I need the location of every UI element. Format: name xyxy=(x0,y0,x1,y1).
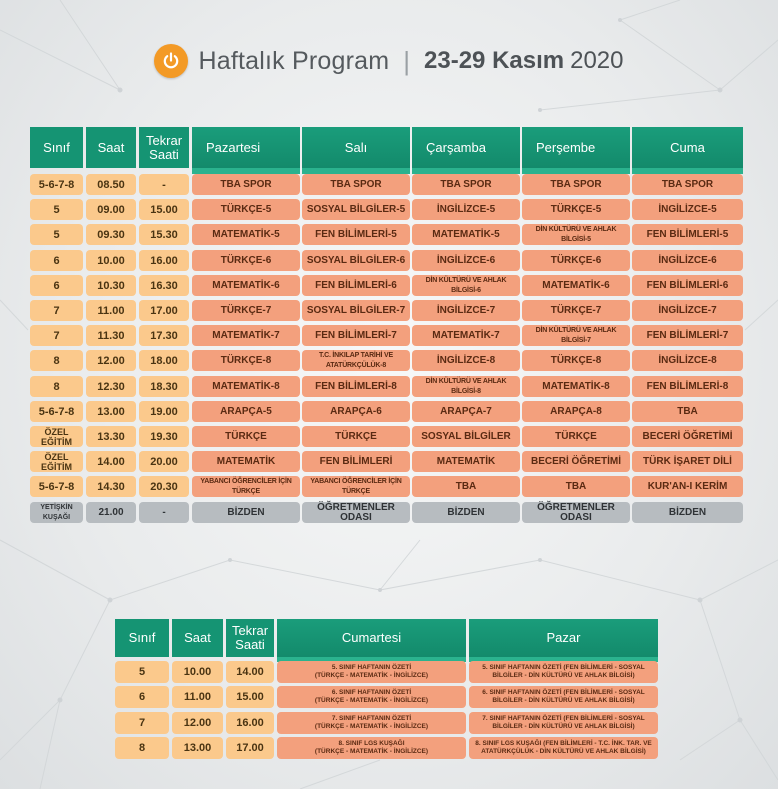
weekend-lesson-cell xyxy=(277,686,466,708)
lesson-line: 8. SINIF LGS KUŞAĞI xyxy=(338,740,405,747)
row-saat: 12.30 xyxy=(86,376,136,397)
lesson-cell: MATEMATİK xyxy=(192,451,300,472)
lesson-cell: FEN BİLİMLERİ-8 xyxy=(632,376,743,397)
lesson-cell: TBA SPOR xyxy=(192,174,300,195)
lesson-cell: FEN BİLİMLERİ-6 xyxy=(632,275,743,296)
lesson-cell: FEN BİLİMLERİ-5 xyxy=(632,224,743,245)
row-sinif: 7 xyxy=(30,325,83,346)
row-tekrar: 15.00 xyxy=(139,199,189,220)
row-sinif: 5 xyxy=(30,224,83,245)
row-tekrar: 17.00 xyxy=(139,300,189,321)
lesson-cell: DİN KÜLTÜRÜ VE AHLAK BİLGİSİ-7 xyxy=(522,325,630,346)
row-sinif: 7 xyxy=(30,300,83,321)
page-title: Haftalık Program xyxy=(198,46,390,75)
weekend-row-saat: 11.00 xyxy=(172,686,223,708)
lesson-cell: BİZDEN xyxy=(412,502,520,523)
lesson-cell: TÜRKÇE-7 xyxy=(192,300,300,321)
weekend-row-tekrar: 16.00 xyxy=(226,712,274,734)
row-saat: 21.00 xyxy=(86,502,136,523)
lesson-cell: MATEMATİK-6 xyxy=(192,275,300,296)
lesson-line: (TÜRKÇE - MATEMATİK - İNGİLİZCE) xyxy=(314,672,429,679)
weekend-row-sinif: 8 xyxy=(115,737,169,759)
lesson-cell: TBA SPOR xyxy=(632,174,743,195)
weekend-row-tekrar: 14.00 xyxy=(226,661,274,683)
weekend-row-sinif: 7 xyxy=(115,712,169,734)
lesson-line: 6. SINIF HAFTANIN ÖZETİ xyxy=(331,689,412,696)
lesson-line: (TÜRKÇE - MATEMATİK - İNGİLİZCE) xyxy=(314,697,429,704)
lesson-cell: DİN KÜLTÜRÜ VE AHLAK BİLGİSİ-8 xyxy=(412,376,520,397)
row-tekrar: 18.30 xyxy=(139,376,189,397)
lesson-cell: İNGİLİZCE-6 xyxy=(632,250,743,271)
lesson-cell: İNGİLİZCE-5 xyxy=(632,199,743,220)
row-tekrar: 16.30 xyxy=(139,275,189,296)
lesson-cell: TBA SPOR xyxy=(302,174,410,195)
power-icon xyxy=(154,44,188,78)
lesson-cell: ÖĞRETMENLER ODASI xyxy=(302,502,410,523)
row-saat: 14.00 xyxy=(86,451,136,472)
lesson-cell: ARAPÇA-7 xyxy=(412,401,520,422)
header-saat: Saat xyxy=(86,127,136,168)
year: 2020 xyxy=(570,47,624,74)
lesson-cell: ÖĞRETMENLER ODASI xyxy=(522,502,630,523)
row-saat: 14.30 xyxy=(86,476,136,497)
lesson-cell: TBA SPOR xyxy=(412,174,520,195)
lesson-cell: TÜRKÇE-5 xyxy=(522,199,630,220)
weekend-header-sinif: Sınıf xyxy=(115,619,169,657)
row-sinif: 5-6-7-8 xyxy=(30,174,83,195)
lesson-line: 5. SINIF HAFTANIN ÖZETİ (FEN BİLİMLERİ - SOSYAL xyxy=(482,664,645,671)
lesson-cell: FEN BİLİMLERİ-5 xyxy=(302,224,410,245)
header-tekrar-saati: Tekrar Saati xyxy=(139,127,189,168)
row-sinif: ÖZEL EĞİTİM xyxy=(30,451,83,472)
row-saat: 08.50 xyxy=(86,174,136,195)
lesson-cell: TÜRKÇE-5 xyxy=(192,199,300,220)
row-tekrar: 16.00 xyxy=(139,250,189,271)
weekend-row-tekrar: 17.00 xyxy=(226,737,274,759)
row-saat: 13.30 xyxy=(86,426,136,447)
lesson-cell: DİN KÜLTÜRÜ VE AHLAK BİLGİSİ-6 xyxy=(412,275,520,296)
header-sinif: Sınıf xyxy=(30,127,83,168)
lesson-cell: FEN BİLİMLERİ-6 xyxy=(302,275,410,296)
weekend-lesson-cell xyxy=(277,661,466,683)
lesson-cell: BİZDEN xyxy=(632,502,743,523)
lesson-line: 7. SINIF HAFTANIN ÖZETİ (FEN BİLİMLERİ - SOSYAL xyxy=(482,715,645,722)
lesson-cell: SOSYAL BİLGİLER-7 xyxy=(302,300,410,321)
weekend-lesson-cell xyxy=(277,712,466,734)
lesson-cell: SOSYAL BİLGİLER xyxy=(412,426,520,447)
lesson-cell: TÜRKÇE xyxy=(522,426,630,447)
row-tekrar: 19.00 xyxy=(139,401,189,422)
header-day-1: Salı xyxy=(302,127,410,168)
weekend-row-tekrar: 15.00 xyxy=(226,686,274,708)
row-saat: 11.30 xyxy=(86,325,136,346)
page-header xyxy=(0,40,778,82)
lesson-cell: ARAPÇA-8 xyxy=(522,401,630,422)
lesson-line: 8. SINIF LGS KUŞAĞI (FEN BİLİMLERİ - T.C. İNK. TAR. VE xyxy=(475,740,652,747)
lesson-cell: FEN BİLİMLERİ-7 xyxy=(302,325,410,346)
row-sinif: ÖZEL EĞİTİM xyxy=(30,426,83,447)
lesson-cell: ARAPÇA-6 xyxy=(302,401,410,422)
lesson-cell: TBA SPOR xyxy=(522,174,630,195)
lesson-cell: SOSYAL BİLGİLER-6 xyxy=(302,250,410,271)
lesson-cell: TÜRK İŞARET DİLİ xyxy=(632,451,743,472)
weekend-lesson-cell xyxy=(469,737,658,759)
lesson-cell: MATEMATİK xyxy=(412,451,520,472)
row-saat: 09.30 xyxy=(86,224,136,245)
weekend-lesson-cell xyxy=(469,712,658,734)
lesson-cell: İNGİLİZCE-6 xyxy=(412,250,520,271)
lesson-cell: TÜRKÇE-8 xyxy=(522,350,630,371)
weekend-lesson-cell xyxy=(469,686,658,708)
row-sinif: 5-6-7-8 xyxy=(30,401,83,422)
lesson-cell: FEN BİLİMLERİ-8 xyxy=(302,376,410,397)
lesson-line: 7. SINIF HAFTANIN ÖZETİ xyxy=(331,715,412,722)
row-saat: 10.30 xyxy=(86,275,136,296)
row-tekrar: 20.00 xyxy=(139,451,189,472)
lesson-cell: TÜRKÇE xyxy=(302,426,410,447)
lesson-cell: MATEMATİK-8 xyxy=(192,376,300,397)
title-separator: | xyxy=(403,45,411,76)
lesson-line: 5. SINIF HAFTANIN ÖZETİ xyxy=(331,664,412,671)
row-tekrar: 17.30 xyxy=(139,325,189,346)
lesson-cell: T.C. İNKILAP TARİHİ VE ATATÜRKÇÜLÜK-8 xyxy=(302,350,410,371)
lesson-cell: SOSYAL BİLGİLER-5 xyxy=(302,199,410,220)
row-sinif: 6 xyxy=(30,275,83,296)
lesson-cell: BECERİ ÖĞRETİMİ xyxy=(632,426,743,447)
lesson-cell: FEN BİLİMLERİ xyxy=(302,451,410,472)
lesson-cell: İNGİLİZCE-7 xyxy=(412,300,520,321)
lesson-cell: DİN KÜLTÜRÜ VE AHLAK BİLGİSİ-5 xyxy=(522,224,630,245)
lesson-cell: FEN BİLİMLERİ-7 xyxy=(632,325,743,346)
lesson-cell: TBA xyxy=(412,476,520,497)
row-saat: 12.00 xyxy=(86,350,136,371)
row-sinif: 8 xyxy=(30,376,83,397)
lesson-cell: YABANCI ÖĞRENCİLER İÇİN TÜRKÇE xyxy=(192,476,300,497)
lesson-cell: BİZDEN xyxy=(192,502,300,523)
header-day-2: Çarşamba xyxy=(412,127,520,168)
lesson-cell: TÜRKÇE-6 xyxy=(522,250,630,271)
weekend-row-sinif: 5 xyxy=(115,661,169,683)
weekend-header-tekrar-saati: Tekrar Saati xyxy=(226,619,274,657)
row-sinif: YETİŞKİN KUŞAĞI xyxy=(30,502,83,523)
lesson-cell: TÜRKÇE xyxy=(192,426,300,447)
weekend-row-sinif: 6 xyxy=(115,686,169,708)
lesson-line: 6. SINIF HAFTANIN ÖZETİ (FEN BİLİMLERİ - SOSYAL xyxy=(482,689,645,696)
weekend-row-saat: 13.00 xyxy=(172,737,223,759)
lesson-cell: ARAPÇA-5 xyxy=(192,401,300,422)
lesson-cell: İNGİLİZCE-8 xyxy=(412,350,520,371)
row-tekrar: 19.30 xyxy=(139,426,189,447)
lesson-cell: MATEMATİK-5 xyxy=(412,224,520,245)
weekend-header-day-1: Pazar xyxy=(469,619,658,657)
lesson-line: BİLGİLER - DİN KÜLTÜRÜ VE AHLAK BİLGİSİ) xyxy=(492,697,635,704)
lesson-cell: BECERİ ÖĞRETİMİ xyxy=(522,451,630,472)
row-saat: 13.00 xyxy=(86,401,136,422)
header-day-3: Perşembe xyxy=(522,127,630,168)
lesson-cell: TBA xyxy=(632,401,743,422)
header-day-4: Cuma xyxy=(632,127,743,168)
row-saat: 11.00 xyxy=(86,300,136,321)
lesson-cell: YABANCI ÖĞRENCİLER İÇİN TÜRKÇE xyxy=(302,476,410,497)
row-sinif: 5-6-7-8 xyxy=(30,476,83,497)
row-tekrar: - xyxy=(139,502,189,523)
lesson-cell: MATEMATİK-5 xyxy=(192,224,300,245)
lesson-line: ATATÜRKÇÜLÜK - DİN KÜLTÜRÜ VE AHLAK BİLGİSİ) xyxy=(481,748,646,755)
row-tekrar: 18.00 xyxy=(139,350,189,371)
lesson-cell: MATEMATİK-7 xyxy=(412,325,520,346)
row-tekrar: - xyxy=(139,174,189,195)
row-tekrar: 15.30 xyxy=(139,224,189,245)
row-sinif: 6 xyxy=(30,250,83,271)
lesson-line: BİLGİLER - DİN KÜLTÜRÜ VE AHLAK BİLGİSİ) xyxy=(492,723,635,730)
lesson-cell: KUR'AN-I KERİM xyxy=(632,476,743,497)
header-day-0: Pazartesi xyxy=(192,127,300,168)
lesson-cell: İNGİLİZCE-8 xyxy=(632,350,743,371)
weekend-lesson-cell xyxy=(277,737,466,759)
date-range: 23-29 Kasım xyxy=(424,47,565,74)
lesson-cell: MATEMATİK-6 xyxy=(522,275,630,296)
weekend-row-saat: 12.00 xyxy=(172,712,223,734)
lesson-cell: TÜRKÇE-7 xyxy=(522,300,630,321)
row-sinif: 8 xyxy=(30,350,83,371)
lesson-cell: İNGİLİZCE-5 xyxy=(412,199,520,220)
lesson-line: (TÜRKÇE - MATEMATİK - İNGİLİZCE) xyxy=(314,748,429,755)
weekend-header-saat: Saat xyxy=(172,619,223,657)
row-tekrar: 20.30 xyxy=(139,476,189,497)
row-saat: 10.00 xyxy=(86,250,136,271)
lesson-cell: MATEMATİK-8 xyxy=(522,376,630,397)
row-sinif: 5 xyxy=(30,199,83,220)
weekend-header-day-0: Cumartesi xyxy=(277,619,466,657)
lesson-cell: TÜRKÇE-8 xyxy=(192,350,300,371)
lesson-line: BİLGİLER - DİN KÜLTÜRÜ VE AHLAK BİLGİSİ) xyxy=(492,672,635,679)
lesson-cell: İNGİLİZCE-7 xyxy=(632,300,743,321)
lesson-cell: MATEMATİK-7 xyxy=(192,325,300,346)
row-saat: 09.00 xyxy=(86,199,136,220)
weekend-row-saat: 10.00 xyxy=(172,661,223,683)
lesson-cell: TBA xyxy=(522,476,630,497)
weekend-lesson-cell xyxy=(469,661,658,683)
lesson-line: (TÜRKÇE - MATEMATİK - İNGİLİZCE) xyxy=(314,723,429,730)
lesson-cell: TÜRKÇE-6 xyxy=(192,250,300,271)
